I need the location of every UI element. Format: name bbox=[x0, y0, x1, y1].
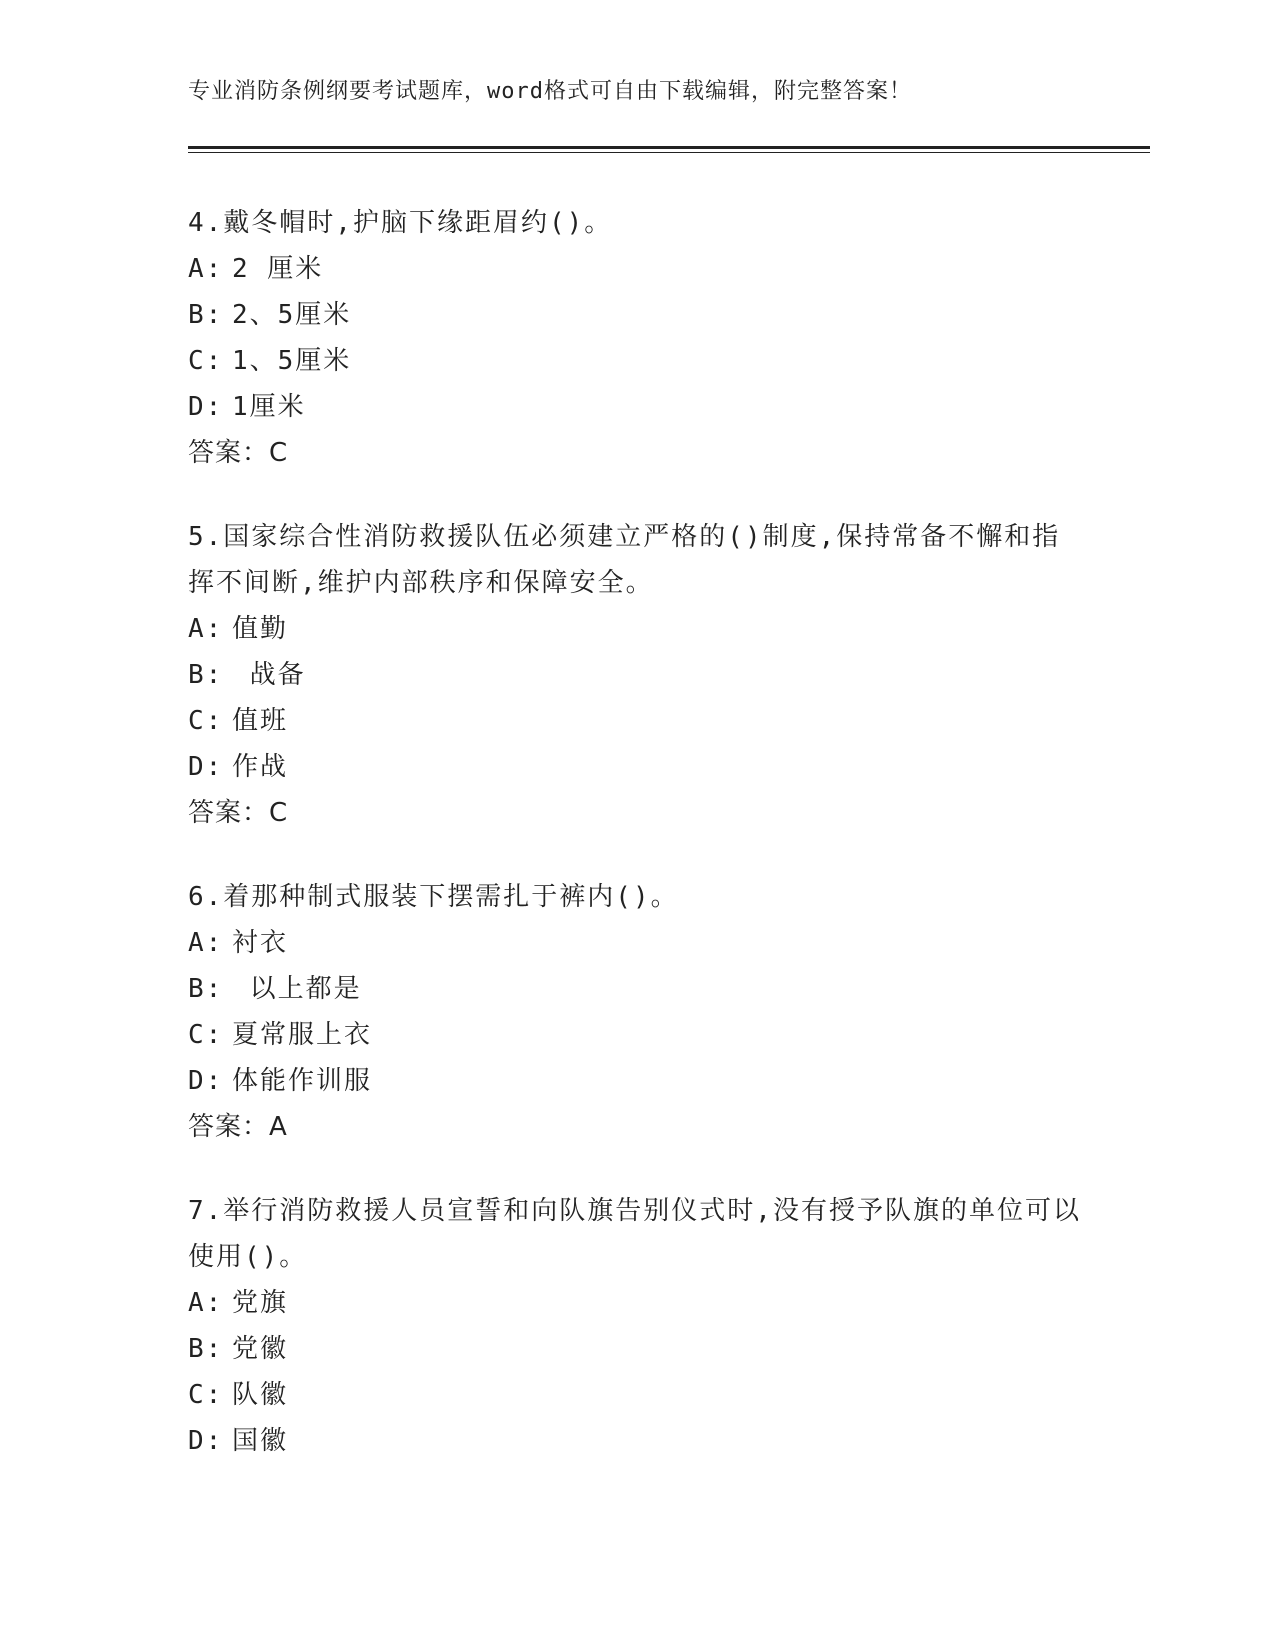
option-key: D: bbox=[188, 752, 224, 782]
option-text: 党旗 bbox=[232, 1288, 289, 1318]
option-c bbox=[188, 1012, 1088, 1058]
question-text: 5.国家综合性消防救援队伍必须建立严格的()制度,保持常备不懈和指挥不间断,维护内部秩序和保障安全。 bbox=[188, 522, 1061, 598]
option-b bbox=[188, 966, 1088, 1012]
option-text: 战备 bbox=[232, 660, 306, 690]
question-text: 7.举行消防救援人员宣誓和向队旗告别仪式时,没有授予队旗的单位可以使用()。 bbox=[188, 1196, 1081, 1272]
option-key: A: bbox=[188, 1288, 224, 1318]
option-c bbox=[188, 698, 1088, 744]
option-text: 体能作训服 bbox=[232, 1066, 373, 1096]
option-text: 夏常服上衣 bbox=[232, 1020, 373, 1050]
option-text: 以上都是 bbox=[232, 974, 362, 1004]
option-d bbox=[188, 1058, 1088, 1104]
option-b bbox=[188, 652, 1088, 698]
option-text: 1、5厘米 bbox=[232, 346, 352, 376]
option-b bbox=[188, 292, 1088, 338]
option-key: A: bbox=[188, 254, 224, 284]
option-text: 值班 bbox=[232, 706, 289, 736]
option-text: 值勤 bbox=[232, 614, 289, 644]
option-key: A: bbox=[188, 614, 224, 644]
option-key: A: bbox=[188, 928, 224, 958]
question-4 bbox=[188, 200, 1088, 476]
option-a bbox=[188, 246, 1088, 292]
option-key: B: bbox=[188, 974, 224, 1004]
option-key: D: bbox=[188, 1426, 224, 1456]
option-d bbox=[188, 1418, 1088, 1464]
option-c bbox=[188, 1372, 1088, 1418]
option-a bbox=[188, 606, 1088, 652]
page-header: 专业消防条例纲要考试题库，word格式可自由下载编辑，附完整答案！ bbox=[188, 79, 912, 104]
question-6 bbox=[188, 874, 1088, 1150]
option-text: 国徽 bbox=[232, 1426, 289, 1456]
option-key: C: bbox=[188, 706, 224, 736]
option-text: 2、5厘米 bbox=[232, 300, 352, 330]
question-5 bbox=[188, 514, 1088, 836]
option-text: 衬衣 bbox=[232, 928, 289, 958]
option-key: D: bbox=[188, 1066, 224, 1096]
option-a bbox=[188, 920, 1088, 966]
option-text: 作战 bbox=[232, 752, 289, 782]
option-text: 1厘米 bbox=[232, 392, 306, 422]
question-7 bbox=[188, 1188, 1088, 1464]
question-text: 4.戴冬帽时,护脑下缘距眉约()。 bbox=[188, 208, 613, 238]
option-key: B: bbox=[188, 300, 224, 330]
question-text: 6.着那种制式服装下摆需扎于裤内()。 bbox=[188, 882, 679, 912]
option-c bbox=[188, 338, 1088, 384]
answer: 答案：C bbox=[188, 438, 289, 468]
option-key: C: bbox=[188, 346, 224, 376]
option-key: C: bbox=[188, 1380, 224, 1410]
option-b bbox=[188, 1326, 1088, 1372]
option-key: B: bbox=[188, 660, 224, 690]
option-key: C: bbox=[188, 1020, 224, 1050]
answer: 答案：A bbox=[188, 1112, 288, 1142]
header-rule-thick bbox=[188, 146, 1150, 149]
question-list bbox=[188, 200, 1088, 1502]
option-key: B: bbox=[188, 1334, 224, 1364]
option-text: 队徽 bbox=[232, 1380, 289, 1410]
option-key: D: bbox=[188, 392, 224, 422]
header-rule-thin bbox=[188, 152, 1150, 153]
answer: 答案：C bbox=[188, 798, 289, 828]
option-d bbox=[188, 384, 1088, 430]
option-d bbox=[188, 744, 1088, 790]
option-text: 2 厘米 bbox=[232, 254, 324, 284]
option-text: 党徽 bbox=[232, 1334, 289, 1364]
option-a bbox=[188, 1280, 1088, 1326]
